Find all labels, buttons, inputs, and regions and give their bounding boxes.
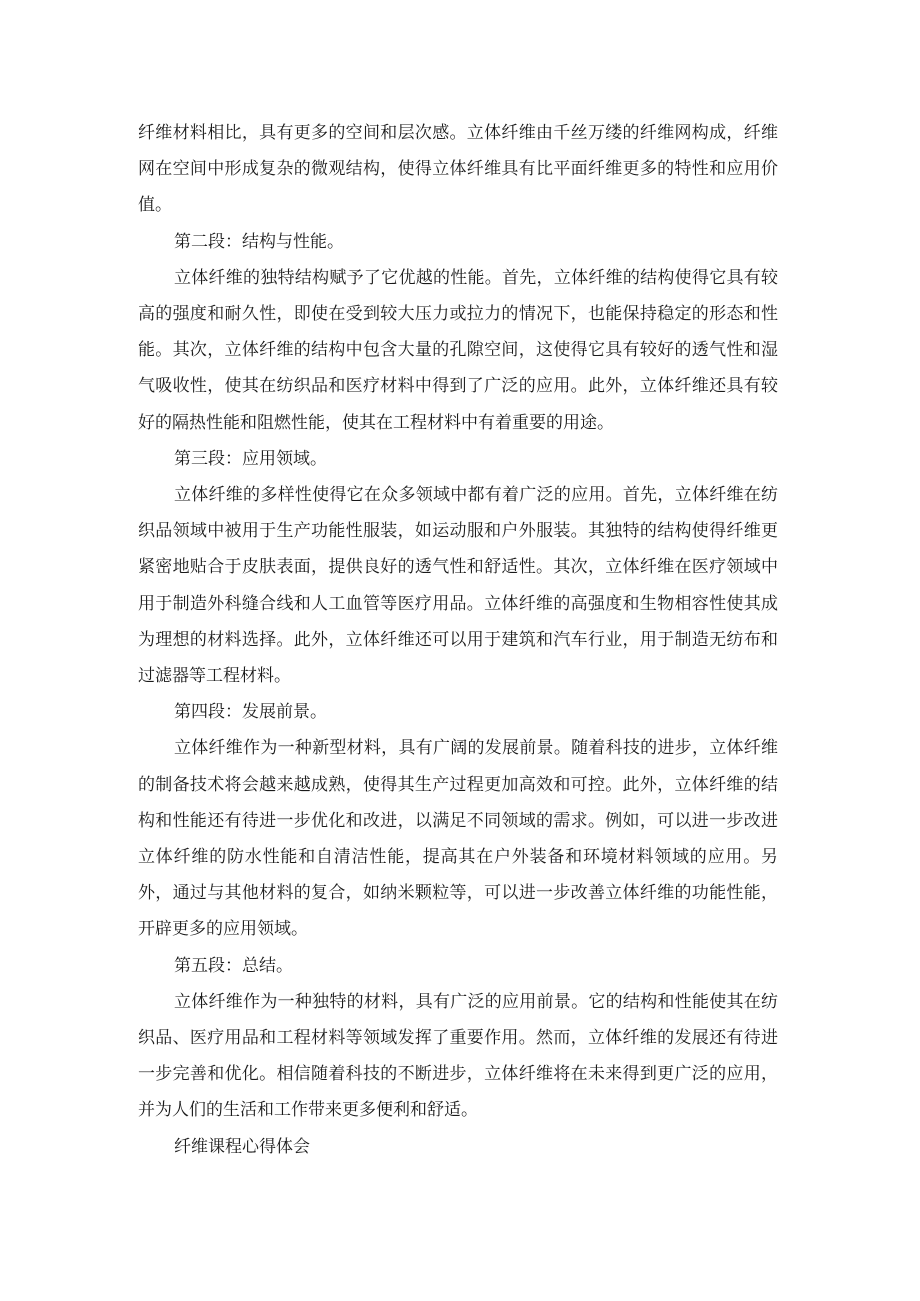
section3-heading: 第三段：应用领域。: [174, 448, 327, 469]
section5-heading: 第五段：总结。: [174, 955, 293, 976]
next-document-title: 纤维课程心得体会: [174, 1136, 310, 1157]
section5-paragraph: 立体纤维作为一种独特的材料，具有广泛的应用前景。它的结构和性能使其在纺织品、医疗用品和工程材料等领域发挥了重要作用。然而，立体纤维的发展还有待进一步完善和优化。相信随着科技的不断进步，立体纤维将在未来得到更广泛的应用，并为人们的生活和工作带来更多便利和舒适。: [138, 991, 778, 1121]
section4-paragraph: 立体纤维作为一种新型材料，具有广阔的发展前景。随着科技的进步，立体纤维的制备技术将会越来越成熟，使得其生产过程更加高效和可控。此外，立体纤维的结构和性能还有待进一步优化和改进，以满足不同领域的需求。例如，可以进一步改进立体纤维的防水性能和自清洁性能，提高其在户外装备和环境材料领域的应用。另外，通过与其他材料的复合，如纳米颗粒等，可以进一步改善立体纤维的功能性能，开辟更多的应用领域。: [138, 738, 778, 940]
section3-paragraph: 立体纤维的多样性使得它在众多领域中都有着广泛的应用。首先，立体纤维在纺织品领域中被用于生产功能性服装，如运动服和户外服装。其独特的结构使得纤维更紧密地贴合于皮肤表面，提供良好的透气性和舒适性。其次，立体纤维在医疗领域中用于制造外科缝合线和人工血管等医疗用品。立体纤维的高强度和生物相容性使其成为理想的材料选择。此外，立体纤维还可以用于建筑和汽车行业，用于制造无纺布和过滤器等工程材料。: [138, 485, 778, 687]
section2-heading: 第二段：结构与性能。: [174, 231, 344, 252]
section4-heading: 第四段：发展前景。: [174, 702, 327, 723]
section2-paragraph: 立体纤维的独特结构赋予了它优越的性能。首先，立体纤维的结构使得它具有较高的强度和耐久性，即使在受到较大压力或拉力的情况下，也能保持稳定的形态和性能。其次，立体纤维的结构中包含大量的孔隙空间，这使得它具有较好的透气性和湿气吸收性，使其在纺织品和医疗材料中得到了广泛的应用。此外，立体纤维还具有较好的隔热性能和阻燃性能，使其在工程材料中有着重要的用途。: [138, 267, 778, 433]
document-body: [138, 115, 778, 1165]
intro-continuation-paragraph: 纤维材料相比，具有更多的空间和层次感。立体纤维由千丝万缕的纤维网构成，纤维网在空间中形成复杂的微观结构，使得立体纤维具有比平面纤维更多的特性和应用价值。: [138, 123, 778, 216]
